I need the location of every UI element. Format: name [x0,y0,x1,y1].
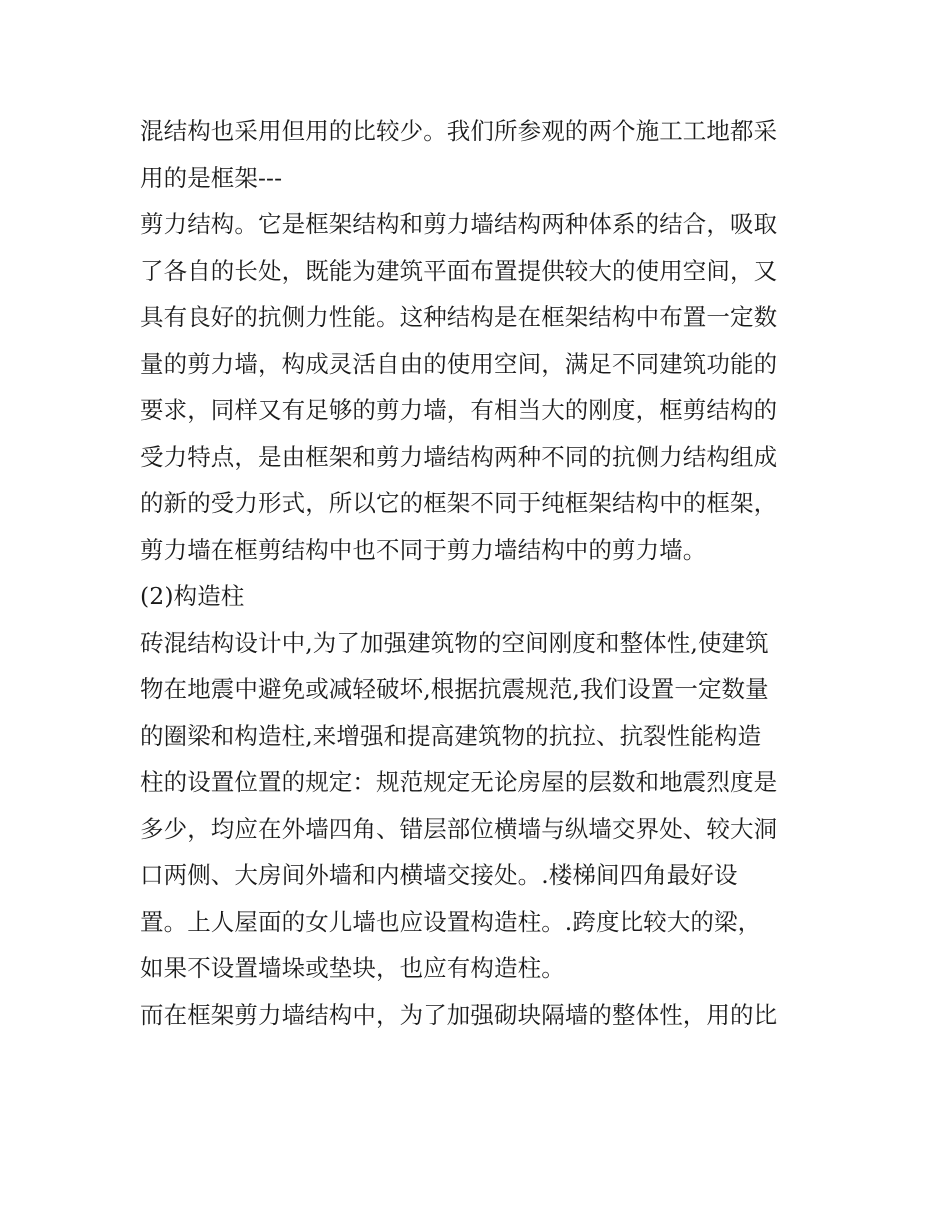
text-line-2: 用的是框架--- [140,163,283,192]
text-line-6: 量的剪力墙，构成灵活自由的使用空间，满足不同建筑功能的 [140,349,778,378]
text-line-9: 的新的受力形式，所以它的框架不同于纯框架结构中的框架， [140,489,778,517]
document-body [140,108,830,1038]
text-line-13: 物在地震中避免或减轻破坏,根据抗震规范,我们设置一定数量 [140,675,769,703]
text-line-12: 砖混结构设计中,为了加强建筑物的空间刚度和整体性,使建筑 [140,628,769,657]
text-line-10: 剪力墙在框剪结构中也不同于剪力墙结构中的剪力墙。 [140,535,707,564]
text-line-17: 口两侧、大房间外墙和内横墙交接处。.楼梯间四角最好设 [140,861,738,889]
text-line-4: 了各自的长处，既能为建筑平面布置提供较大的使用空间，又 [140,256,778,285]
text-line-15: 柱的设置位置的规定：规范规定无论房屋的层数和地震烈度是 [140,768,778,796]
text-line-18: 置。上人屋面的女儿墙也应设置构造柱。.跨度比较大的梁， [140,907,762,936]
text-line-5: 具有良好的抗侧力性能。这种结构是在框架结构中布置一定数 [140,303,778,331]
section-heading: (2)构造柱 [140,582,245,610]
text-line-14: 的圈梁和构造柱,来增强和提高建筑物的抗拉、抗裂性能构造 [140,721,762,750]
text-line-16: 多少，均应在外墙四角、错层部位横墙与纵墙交界处、较大洞 [140,814,778,843]
text-line-3: 剪力结构。它是框架结构和剪力墙结构两种体系的结合，吸取 [140,210,778,238]
text-line-20: 而在框架剪力墙结构中，为了加强砌块隔墙的整体性，用的比 [140,1000,778,1029]
text-line-8: 受力特点，是由框架和剪力墙结构两种不同的抗侧力结构组成 [140,442,778,471]
text-line-7: 要求，同样又有足够的剪力墙，有相当大的刚度，框剪结构的 [140,396,778,424]
text-line-1: 混结构也采用但用的比较少。我们所参观的两个施工工地都采 [140,117,778,145]
text-line-19: 如果不设置墙垛或垫块，也应有构造柱。 [140,954,565,982]
